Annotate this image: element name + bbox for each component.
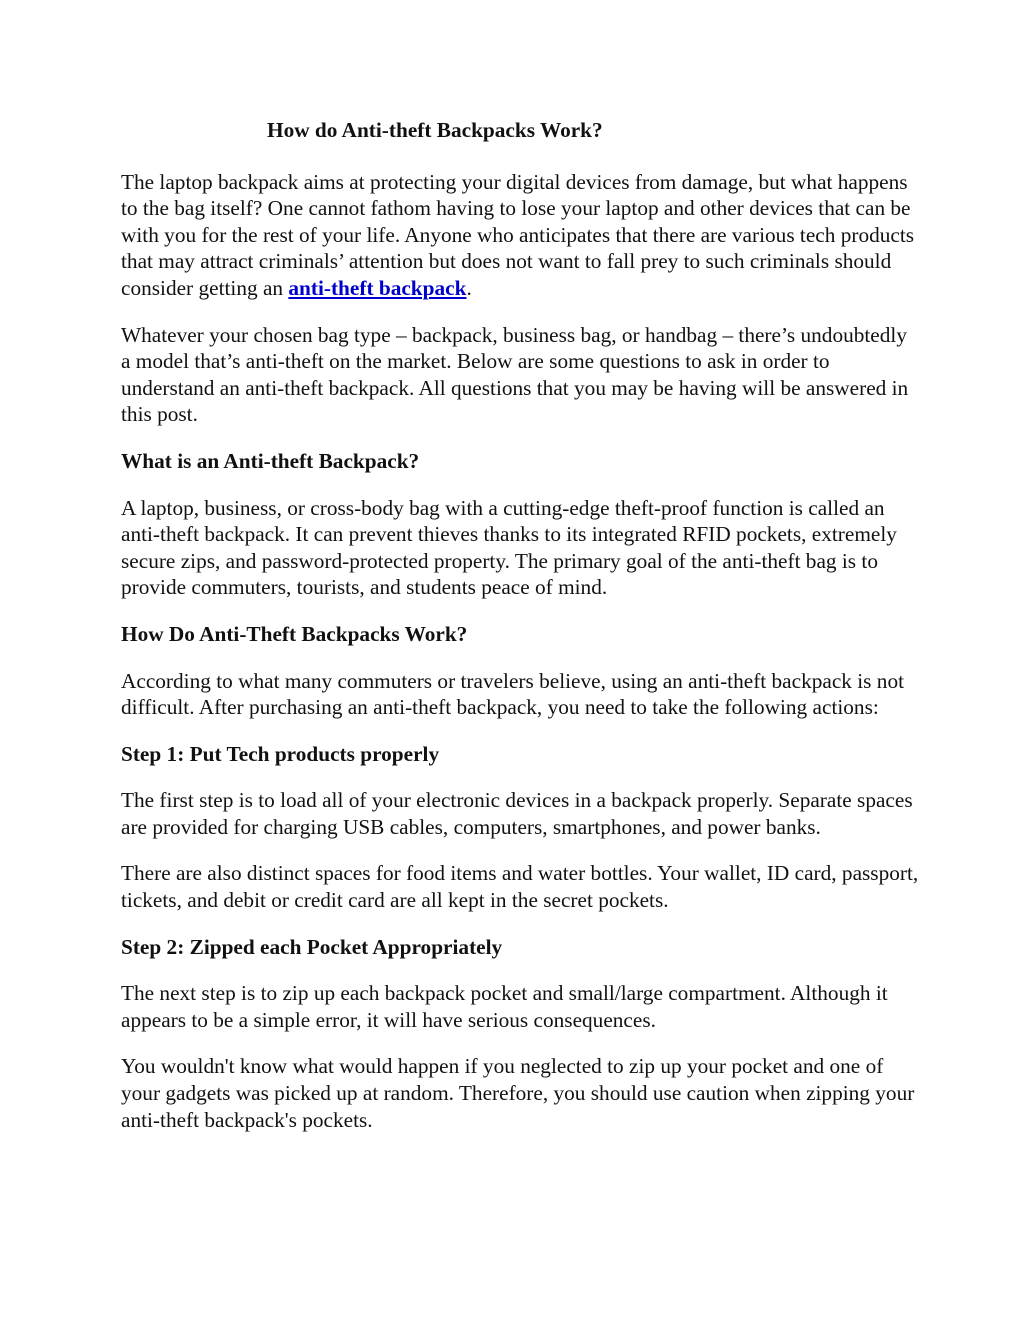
intro-period: . [466,275,472,300]
document-page [121,117,921,1153]
intro-paragraph-1 [121,169,921,302]
section-what-is-paragraph: A laptop, business, or cross-body bag with a cutting-edge theft-proof function is called an anti-theft backpack. It can prevent thieves thanks to its integrated RFID pockets, extremely secure zips, and password-protected property. The primary goal of the anti-theft bag is to provide commuters, tourists, and students peace of mind. [121,495,897,600]
document-title: How do Anti-theft Backpacks Work? [267,118,603,142]
step-2-heading: Step 2: Zipped each Pocket Appropriately [121,934,503,959]
step-2-paragraph-2: You wouldn't know what would happen if you neglected to zip up your pocket and one of your gadgets was picked up at random. Therefore, you should use caution when zipping your anti-theft backpack's pockets. [121,1054,915,1132]
section-how-work-paragraph: According to what many commuters or travelers believe, using an anti-theft backpack is not difficult. After purchasing an anti-theft backpack, you need to take the following actions: [121,668,905,720]
step-1-paragraph-1: The first step is to load all of your electronic devices in a backpack properly. Separate spaces are provided for charging USB cables, computers, smartphones, and power banks. [121,788,913,839]
section-heading-how-work: How Do Anti-Theft Backpacks Work? [121,621,468,646]
anti-theft-backpack-link[interactable]: anti-theft backpack [288,275,467,300]
intro-text: The laptop backpack aims at protecting your digital devices from damage, but what happens to the bag itself? One cannot fathom having to lose your laptop and other devices that can be with you for the rest of your life. Anyone who anticipates that there are various tech products that may attract criminals’ attention but does not want to fall prey to such criminals should consider getting an [121,169,915,300]
step-2-paragraph-1: The next step is to zip up each backpack pocket and small/large compartment. Although it appears to be a simple error, it will have serious consequences. [121,981,888,1032]
step-1-paragraph-2: There are also distinct spaces for food items and water bottles. Your wallet, ID card, passport, tickets, and debit or credit card are all kept in the secret pockets. [121,861,919,913]
section-heading-what-is: What is an Anti-theft Backpack? [121,448,420,473]
intro-paragraph-2: Whatever your chosen bag type – backpack, business bag, or handbag – there’s undoubtedly a model that’s anti-theft on the market. Below are some questions to ask in order to understand an anti-theft backpack. All questions that you may be having will be answered in this post. [121,322,909,427]
step-1-heading: Step 1: Put Tech products properly [121,741,440,766]
